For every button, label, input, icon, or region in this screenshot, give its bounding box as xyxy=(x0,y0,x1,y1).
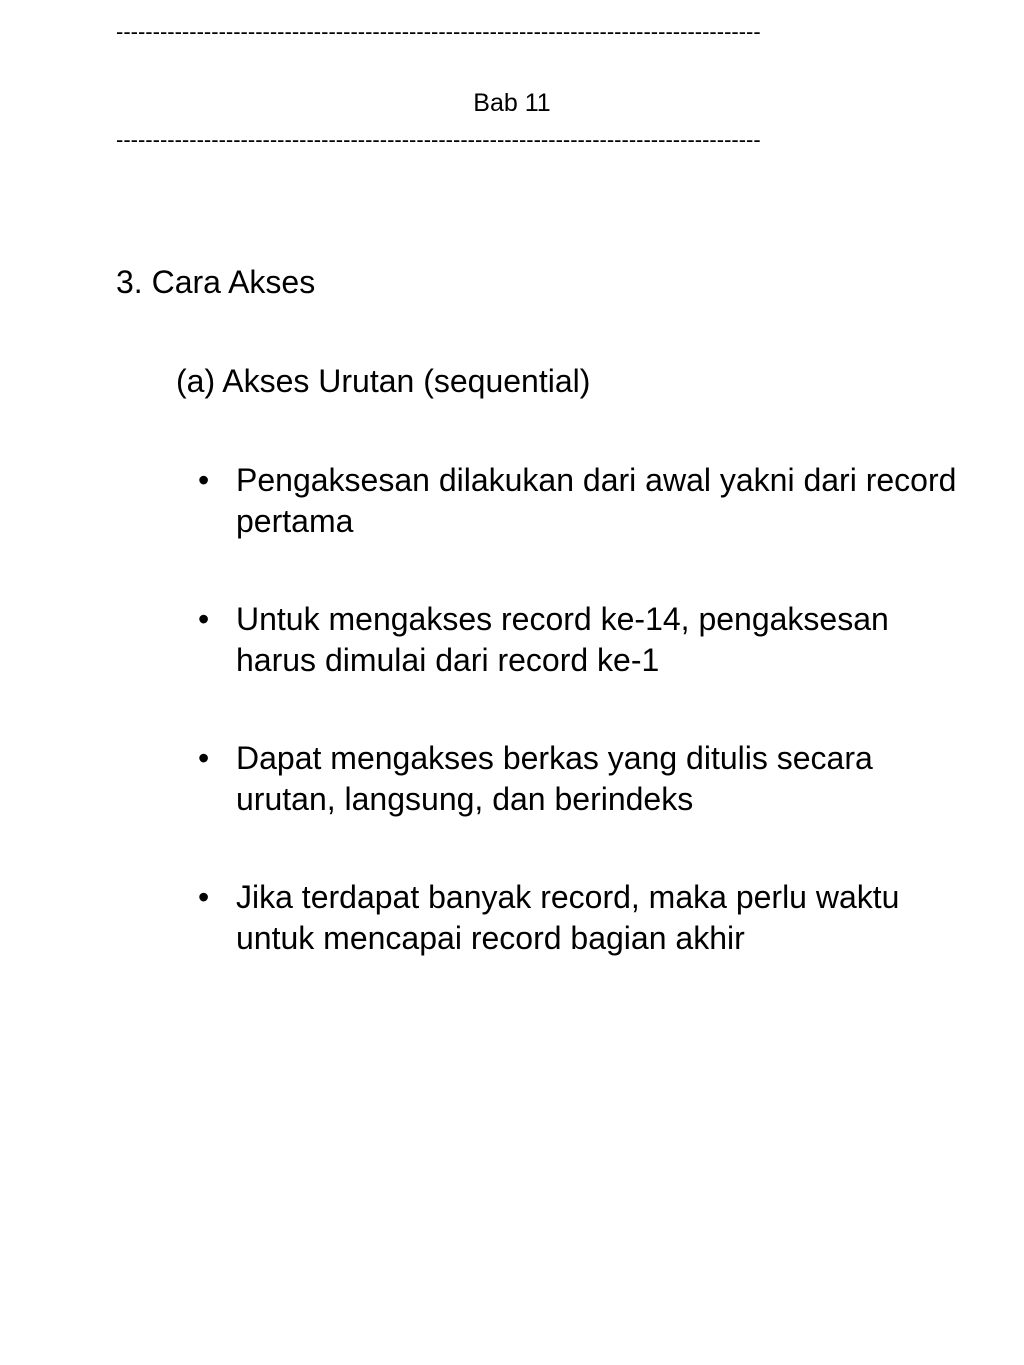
list-item xyxy=(198,738,968,820)
list-item-text: Untuk mengakses record ke-14, pengaksesan harus dimulai dari record ke-1 xyxy=(236,601,889,678)
section-heading: 3. Cara Akses xyxy=(116,264,316,300)
bullet-icon: • xyxy=(198,462,210,498)
list-item-text: Pengaksesan dilakukan dari awal yakni dari record pertama xyxy=(236,462,957,539)
list-item-text: Dapat mengakses berkas yang ditulis secara urutan, langsung, dan berindeks xyxy=(236,740,873,817)
bullet-icon: • xyxy=(198,879,210,915)
chapter-title: Bab 11 xyxy=(473,89,551,117)
list-item xyxy=(198,877,968,959)
bullet-list xyxy=(198,460,968,1016)
bullet-icon: • xyxy=(198,601,210,637)
header-rule-bottom: ---------------------------------------------------------------------------------------- xyxy=(116,128,761,152)
list-item xyxy=(198,599,968,681)
header-rule-top: ---------------------------------------------------------------------------------------- xyxy=(116,20,761,44)
sub-heading: (a) Akses Urutan (sequential) xyxy=(176,363,591,399)
bullet-icon: • xyxy=(198,740,210,776)
list-item-text: Jika terdapat banyak record, maka perlu waktu untuk mencapai record bagian akhir xyxy=(236,879,900,956)
list-item xyxy=(198,460,968,542)
